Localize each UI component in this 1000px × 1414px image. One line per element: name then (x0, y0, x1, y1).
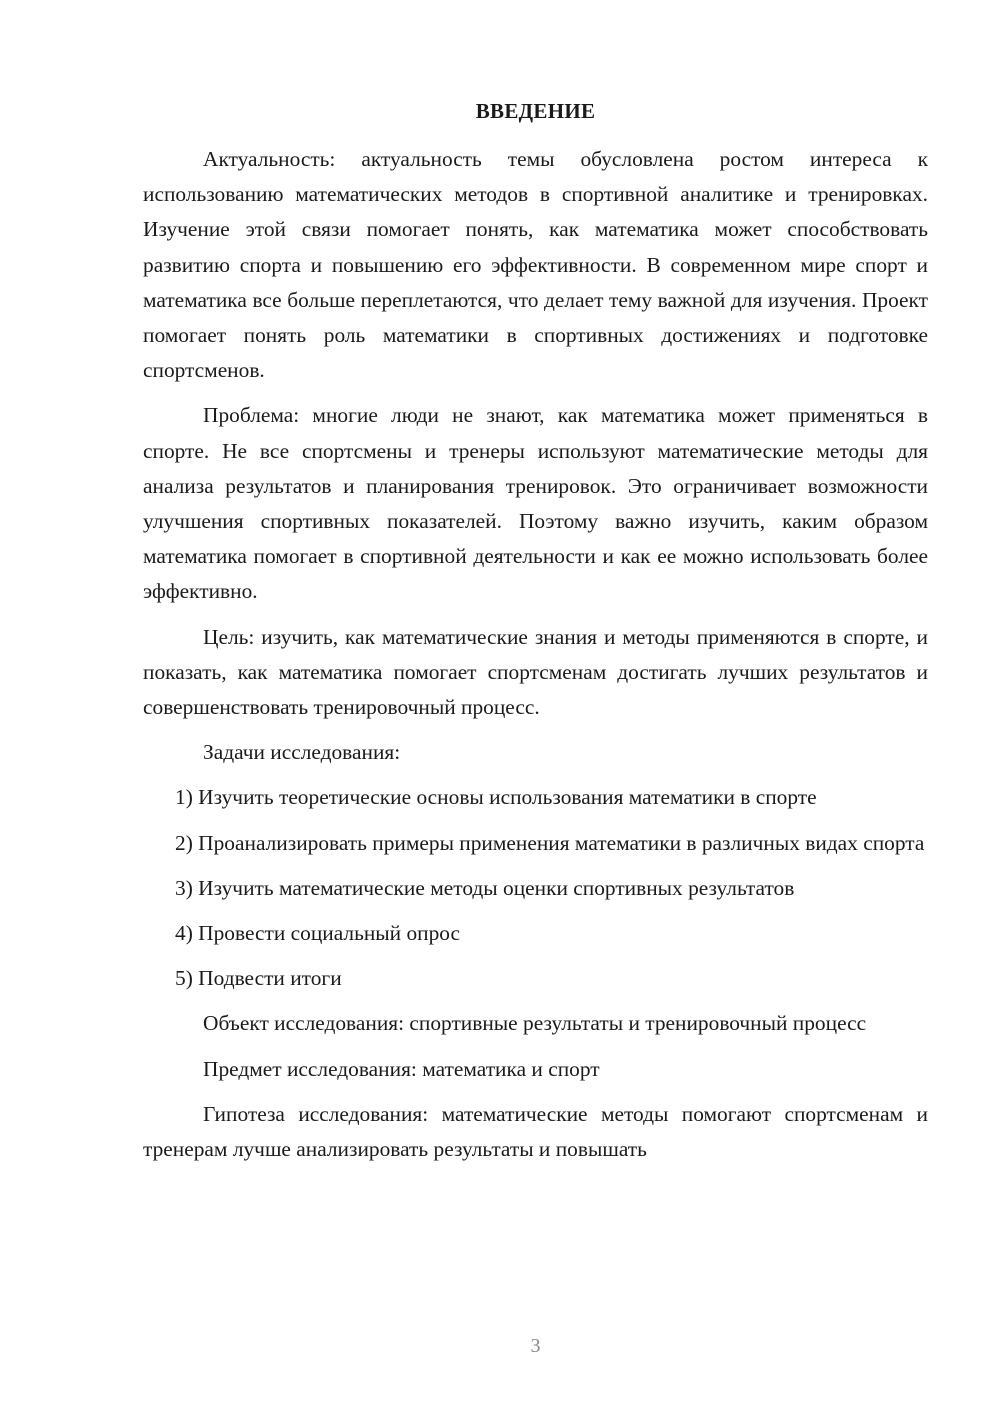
page-number: 3 (530, 1335, 541, 1357)
document-page (143, 0, 928, 1414)
paragraph-hypothesis: Гипотеза исследования: математические методы помогают спортсменам и тренерам лучше анализировать результаты и повышать (143, 1101, 928, 1162)
list-item-task-4: 4) Провести социальный опрос (175, 921, 461, 946)
paragraph-goal: Цель: изучить, как математические знания и методы применяются в спорте, и показать, как математика помогает спортсменам достигать лучших результатов и совершенствовать тренировочный процесс. (143, 624, 928, 720)
list-item-task-5: 5) Подвести итоги (175, 966, 342, 991)
list-item-task-2: 2) Проанализировать примеры применения математики в различных видах спорта (175, 830, 925, 855)
paragraph-tasks-heading: Задачи исследования: (203, 740, 401, 765)
paragraph-subject: Предмет исследования: математика и спорт (203, 1056, 600, 1081)
paragraph-object: Объект исследования: спортивные результаты и тренировочный процесс (203, 1011, 867, 1036)
document-body (143, 142, 928, 1177)
list-item-task-1: 1) Изучить теоретические основы использования математики в спорте (175, 785, 817, 810)
paragraph-problem: Проблема: многие люди не знают, как математика может применяться в спорте. Не все спортсмены и тренеры используют математические методы для анализа результатов и планирования тренировок. Это ограничивает возможности улучшения спортивных показателей. Поэтому важно изучить, каким образом математика помогает в спортивной деятельности и как ее можно использовать более эффективно. (143, 403, 928, 604)
paragraph-relevance: Актуальность: актуальность темы обусловлена ростом интереса к использованию математических методов в спортивной аналитике и тренировках. Изучение этой связи помогает понять, как математика может способствовать развитию спорта и повышению его эффективности. В современном мире спорт и математика все больше переплетаются, что делает тему важной для изучения. Проект помогает понять роль математики в спортивных достижениях и подготовке спортсменов. (143, 147, 928, 383)
section-title: ВВЕДЕНИЕ (475, 99, 596, 123)
list-item-task-3: 3) Изучить математические методы оценки спортивных результатов (175, 875, 795, 900)
